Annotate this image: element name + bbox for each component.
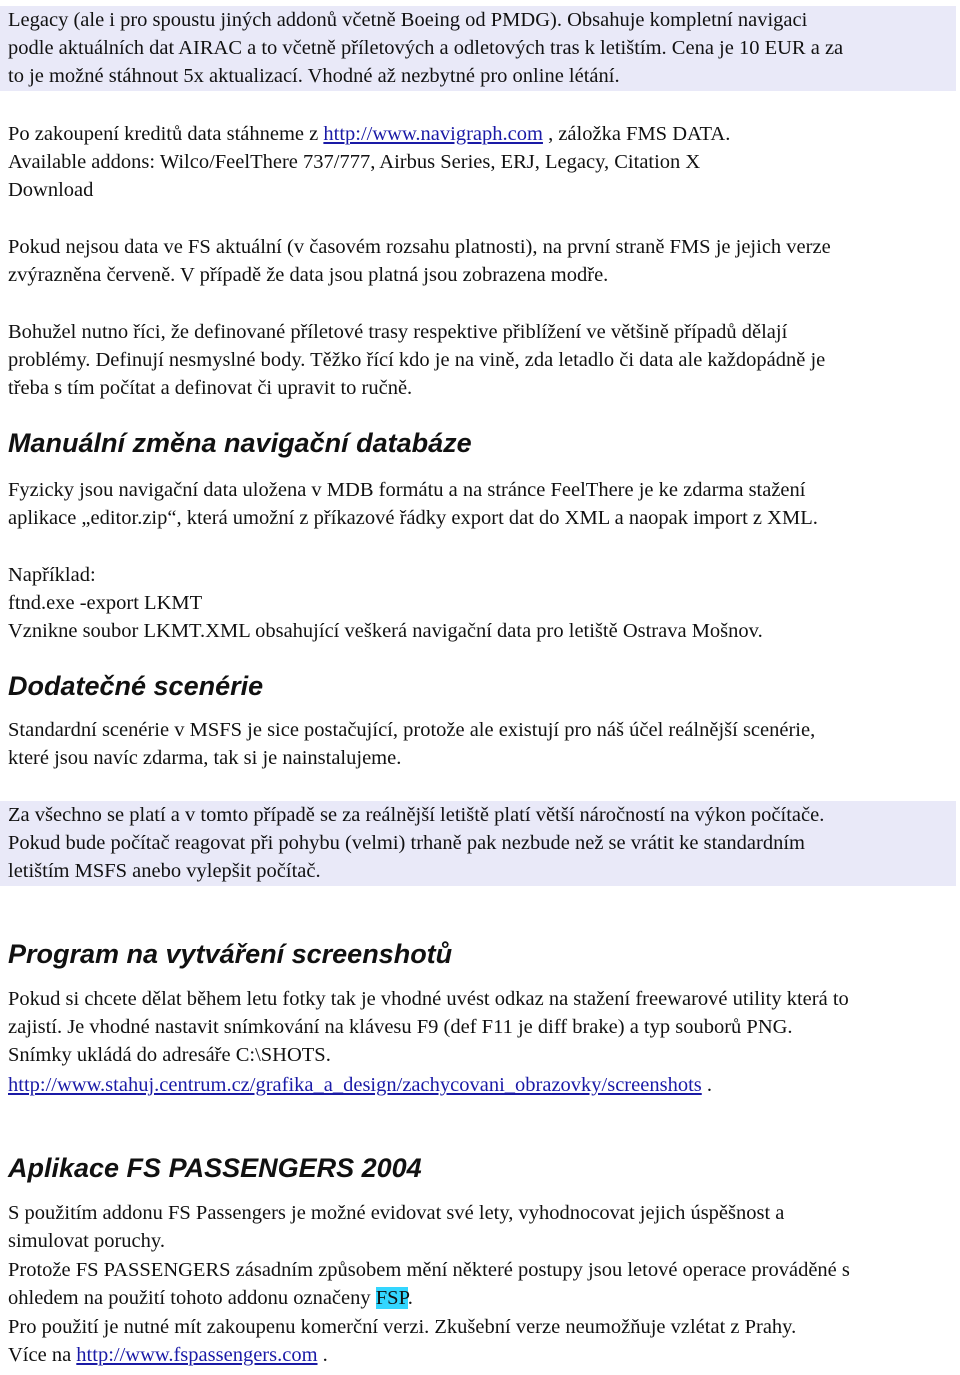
paragraph-line: problémy. Definují nesmyslné body. Těžko řící kdo je na vině, zda letadlo či data ale každopádně je (8, 349, 826, 371)
section-heading-fs-passengers: Aplikace FS PASSENGERS 2004 (8, 1153, 422, 1183)
paragraph-line: S použitím addonu FS Passengers je možné evidovat své lety, vyhodnocovat jejich úspěšnost a (8, 1202, 785, 1224)
paragraph-line: Bohužel nutno říci, že definované příletové trasy respektive přiblížení ve většině případů dělají (8, 321, 788, 343)
fsp-marker: FSP (375, 1287, 408, 1309)
paragraph-line: zvýrazněna červeně. V případě že data jsou platná jsou zobrazena modře. (8, 264, 609, 286)
fsp-marker-line: ohledem na použití tohoto addonu označeny FSP. (8, 1287, 413, 1309)
paragraph-line: Za všechno se platí a v tomto případě se za reálnější letiště platí větší náročností na výkon počítače. (8, 804, 825, 826)
screenshots-link-line: http://www.stahuj.centrum.cz/grafika_a_design/zachycovani_obrazovky/screenshots . (8, 1074, 712, 1096)
fspassengers-link[interactable]: http://www.fspassengers.com (76, 1344, 318, 1366)
paragraph-line: Například: (8, 564, 96, 586)
paragraph-line: zajistí. Je vhodné nastavit snímkování na klávesu F9 (def F11 je diff brake) a typ souborů PNG. (8, 1016, 793, 1038)
paragraph-line: aplikace „editor.zip“, která umožní z příkazové řádky export dat do XML a naopak import z XML. (8, 507, 818, 529)
paragraph-line: třeba s tím počítat a definovat či upravit to ručně. (8, 377, 413, 399)
section-heading-screenshots: Program na vytváření screenshotů (8, 939, 453, 969)
paragraph-line: Legacy (ale i pro spoustu jiných addonů včetně Boeing od PMDG). Obsahuje kompletní navigaci (8, 9, 808, 31)
paragraph-line: Standardní scenérie v MSFS je sice postačující, protože ale existují pro náš účel reálnější scenérie, (8, 719, 816, 741)
paragraph-line: Fyzicky jsou navigační data uložena v MDB formátu a na stránce FeelThere je ke zdarma stažení (8, 479, 806, 501)
paragraph-line: Pokud si chcete dělat během letu fotky tak je vhodné uvést odkaz na stažení freewarové utility která to (8, 988, 849, 1010)
paragraph-line: Pokud bude počítač reagovat při pohybu (velmi) trhaně pak nezbude než se vrátit ke standardním (8, 832, 805, 854)
fspassengers-link-line: Více na http://www.fspassengers.com . (8, 1344, 328, 1366)
paragraph-line: podle aktuálních dat AIRAC a to včetně příletových a odletových tras k letištím. Cena je 10 EUR a za (8, 37, 844, 59)
paragraph-line: Download (8, 179, 94, 201)
paragraph-line: Snímky ukládá do adresáře C:\SHOTS. (8, 1044, 331, 1066)
navigraph-line: Po zakoupení kreditů data stáhneme z http://www.navigraph.com , záložka FMS DATA. (8, 123, 731, 145)
section-heading-manual: Manuální změna navigační databáze (8, 428, 472, 458)
paragraph-line: simulovat poruchy. (8, 1230, 165, 1252)
paragraph-line: Protože FS PASSENGERS zásadním způsobem mění některé postupy jsou letové operace prováděné s (8, 1259, 850, 1281)
paragraph-line: ftnd.exe -export LKMT (8, 592, 203, 614)
paragraph-line: které jsou navíc zdarma, tak si je nainstalujeme. (8, 747, 402, 769)
paragraph-line: letištím MSFS anebo vylepšit počítač. (8, 860, 321, 882)
paragraph-line: Vznikne soubor LKMT.XML obsahující veškerá navigační data pro letiště Ostrava Mošnov. (8, 620, 763, 642)
paragraph-line: Pro použití je nutné mít zakoupenu komerční verzi. Zkušební verze neumožňuje vzlétat z Prahy. (8, 1316, 797, 1338)
paragraph-line: Available addons: Wilco/FeelThere 737/777, Airbus Series, ERJ, Legacy, Citation X (8, 151, 701, 173)
section-heading-scenery: Dodatečné scenérie (8, 671, 264, 701)
paragraph-line: Pokud nejsou data ve FS aktuální (v časovém rozsahu platnosti), na první straně FMS je jejich verze (8, 236, 831, 258)
navigraph-link[interactable]: http://www.navigraph.com (323, 123, 543, 145)
paragraph-line: to je možné stáhnout 5x aktualizací. Vhodné až nezbytné pro online létání. (8, 65, 620, 87)
screenshots-link[interactable]: http://www.stahuj.centrum.cz/grafika_a_design/zachycovani_obrazovky/screenshots (8, 1074, 702, 1096)
